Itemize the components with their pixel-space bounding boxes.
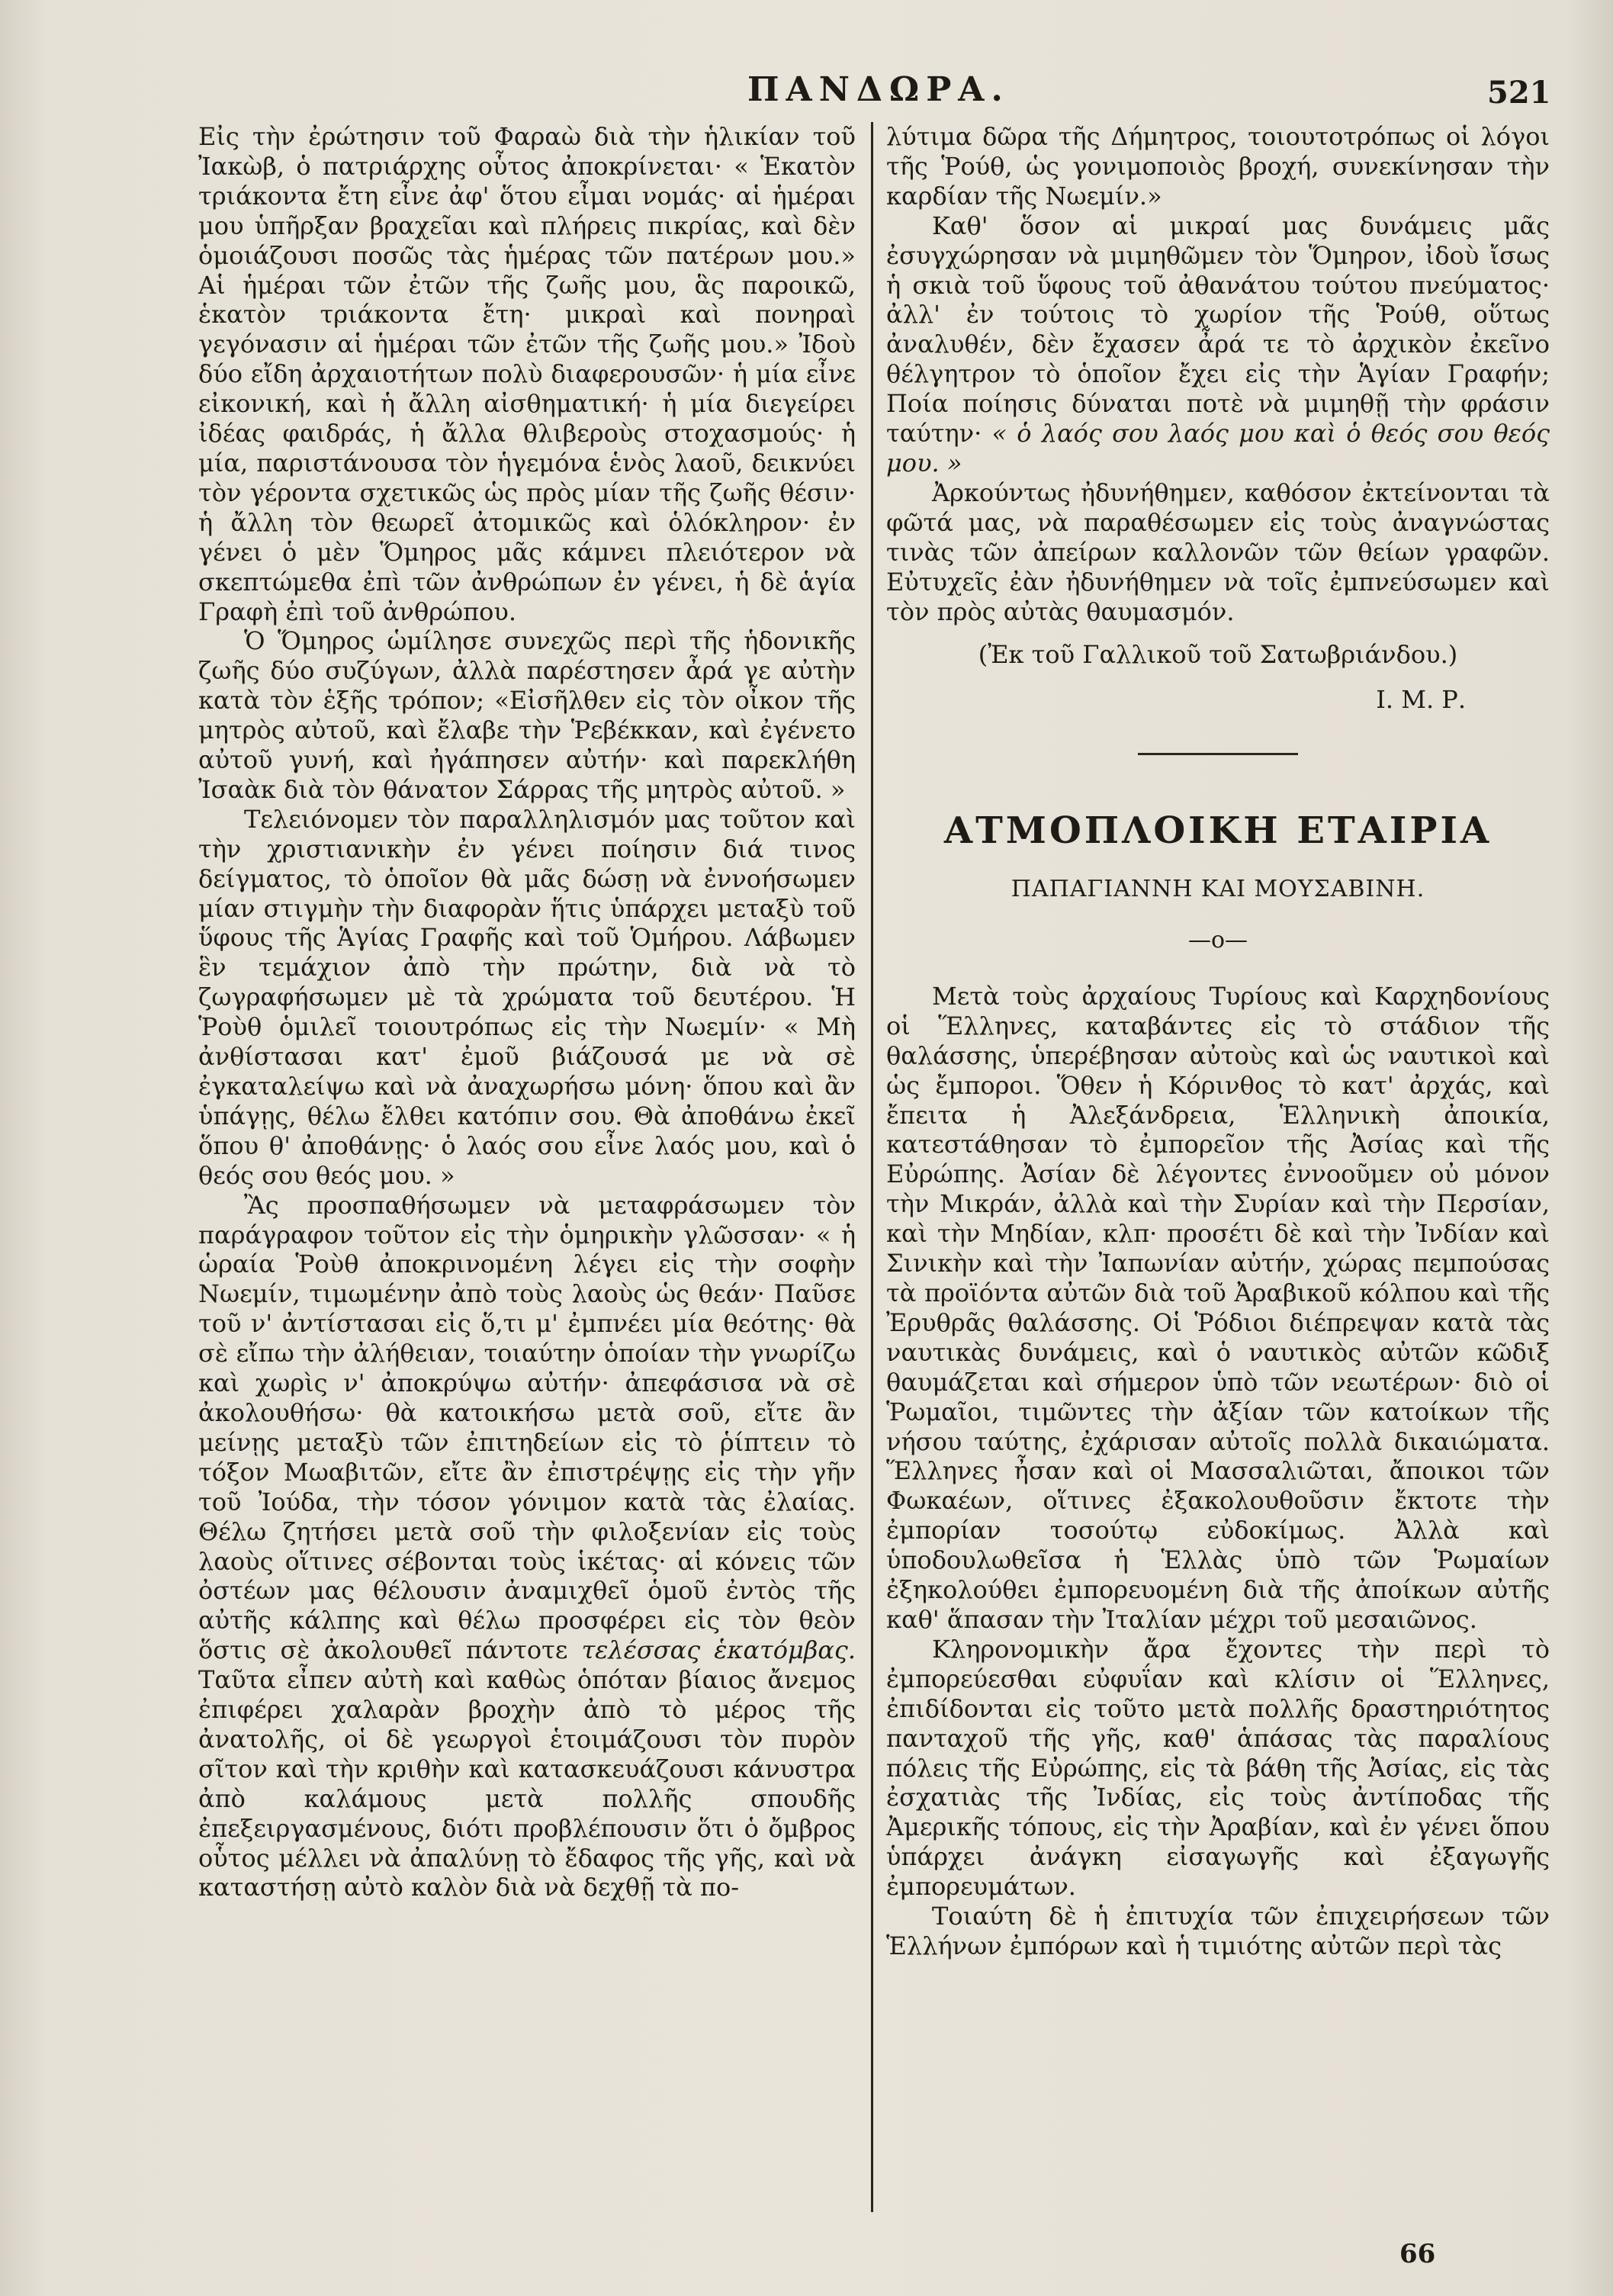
- left-column: [198, 122, 856, 1902]
- paragraph: Μετὰ τοὺς ἀρχαίους Τυρίους καὶ Καρχηδονίους οἱ Ἕλληνες, καταβάντες εἰς τὸ στάδιον τῆς θαλάσσης, ὑπερέβησαν αὐτοὺς καὶ ὡς ναυτικοὶ καὶ ὡς ἔμποροι. Ὅθεν ἡ Κόρινθος τὸ κατ' ἀρχάς, καὶ ἔπειτα ἡ Ἀλεξάνδρεια, Ἑλληνικὴ ἀποικία, κατεστάθησαν τὸ ἐμπορεῖον τῆς Ἀσίας καὶ τῆς Εὐρώπης. Ἀσίαν δὲ λέγοντες ἐννοοῦμεν οὐ μόνον τὴν Μικράν, ἀλλὰ καὶ τὴν Συρίαν καὶ τὴν Περσίαν, καὶ τὴν Μηδίαν, κλπ· προσέτι δὲ καὶ τὴν Ἰνδίαν καὶ Σινικὴν καὶ τὴν Ἰαπωνίαν αὐτήν, χώρας πεμπούσας τὰ προϊόντα αὐτῶν διὰ τοῦ Ἀραβικοῦ κόλπου καὶ τῆς Ἐρυθρᾶς θαλάσσης. Οἱ Ῥόδιοι διέπρεψαν κατὰ τὰς ναυτικὰς δυνάμεις, καὶ ὁ ναυτικὸς αὐτῶν κῶδιξ θαυμάζεται καὶ σήμερον ὑπὸ τῶν νεωτέρων· διὸ οἱ Ῥωμαῖοι, τιμῶντες τὴν ἀξίαν τῶν κατοίκων τῆς νήσου ταύτης, ἐχάρισαν αὐτοῖς πολλὰ δικαιώματα. Ἕλληνες ἦσαν καὶ οἱ Μασσαλιῶται, ἄποικοι τῶν Φωκαέων, οἵτινες ἐξακολουθοῦσιν ἔκτοτε τὴν ἐμπορίαν τοσούτῳ εὐδοκίμως. Ἀλλὰ καὶ ὑποδουλωθεῖσα ἡ Ἑλλὰς ὑπὸ τῶν Ῥωμαίων ἐξηκολούθει ἐμπορευομένη διὰ τῆς ἀποίκων αὐτῆς καθ' ἅπασαν τὴν Ἰταλίαν μέχρι τοῦ μεσαιῶνος.: [886, 981, 1550, 1634]
- column-divider: [871, 122, 873, 2212]
- italic-phrase: τελέσσας ἑκατόμβας.: [581, 1635, 856, 1665]
- source-attribution: (Ἐκ τοῦ Γαλλικοῦ τοῦ Σατωβριάνδου.): [978, 640, 1458, 670]
- paragraph: Ὁ Ὅμηρος ὡμίλησε συνεχῶς περὶ τῆς ἡδονικῆς ζωῆς δύο συζύγων, ἀλλὰ παρέστησεν ἆρά γε αὐτὴν κατὰ τὸν ἑξῆς τρόπον; «Εἰσῆλθεν εἰς τὸν οἶκον τῆς μητρὸς αὐτοῦ, καὶ ἔλαβε τὴν Ῥεβέκκαν, καὶ ἐγένετο αὐτοῦ γυνή, καὶ ἠγάπησεν αὐτήν· καὶ παρεκλήθη Ἰσαὰκ διὰ τὸν θάνατον Σάρρας τῆς μητρὸς αὐτοῦ. »: [198, 626, 856, 804]
- running-head: ΠΑΝΔΩΡΑ.: [747, 70, 1010, 109]
- author-initials: Ι. Μ. Ρ.: [1376, 685, 1466, 715]
- paragraph: Εἰς τὴν ἐρώτησιν τοῦ Φαραὼ διὰ τὴν ἡλικίαν τοῦ Ἰακὼβ, ὁ πατριάρχης οὗτος ἀποκρίνεται· « Ἑκατὸν τριάκοντα ἔτη εἶνε ἀφ' ὅτου εἶμαι νομάς· αἱ ἡμέραι μου ὑπῆρξαν βραχεῖαι καὶ πλήρεις πικρίας, καὶ δὲν ὁμοιάζουσι ποσῶς τὰς ἡμέρας τῶν πατέρων μου.» Αἱ ἡμέραι τῶν ἐτῶν τῆς ζωῆς μου, ἃς παροικῶ, ἑκατὸν τριάκοντα ἔτη· μικραὶ καὶ πονηραὶ γεγόνασιν αἱ ἡμέραι τῶν ἐτῶν τῆς ζωῆς μου.» Ἰδοὺ δύο εἴδη ἀρχαιοτήτων πολὺ διαφερουσῶν· ἡ μία εἶνε εἰκονική, καὶ ἡ ἄλλη αἰσθηματική· ἡ μία διεγείρει ἰδέας φαιδράς, ἡ ἄλλα θλιβεροὺς στοχασμούς· ἡ μία, παριστάνουσα τὸν ἡγεμόνα ἑνὸς λαοῦ, δεικνύει τὸν γέροντα σχετικῶς ὡς πρὸς μίαν τῆς ζωῆς θέσιν· ἡ ἄλλη τὸν θεωρεῖ ἀτομικῶς καὶ ὁλόκληρον· ἐν γένει ὁ μὲν Ὅμηρος μᾶς κάμνει πλειότερον νὰ σκεπτώμεθα ἐπὶ τῶν ἀνθρώπων ἐν γένει, ἡ δὲ ἁγία Γραφὴ ἐπὶ τοῦ ἀνθρώπου.: [198, 122, 856, 626]
- paragraph: Τοιαύτη δὲ ἡ ἐπιτυχία τῶν ἐπιχειρήσεων τῶν Ἑλλήνων ἐμπόρων καὶ ἡ τιμιότης αὐτῶν περὶ τὰς: [886, 1902, 1550, 1960]
- paragraph: Ἀρκούντως ἠδυνήθημεν, καθόσον ἐκτείνονται τὰ φῶτά μας, νὰ παραθέσωμεν εἰς τοὺς ἀναγνώστας τινὰς τῶν ἀπείρων καλλονῶν τῶν θείων γραφῶν. Εὐτυχεῖς ἐὰν ἠδυνήθημεν νὰ τοῖς ἐμπνεύσωμεν καὶ τὸν πρὸς αὐτὰς θαυμασμόν.: [886, 478, 1550, 626]
- paragraph: λύτιμα δῶρα τῆς Δήμητρος, τοιουτοτρόπως οἱ λόγοι τῆς Ῥούθ, ὡς γονιμοποιὸς βροχή, συνεκίνησαν τὴν καρδίαν τῆς Νωεμίν.»: [886, 122, 1550, 211]
- paragraph: [886, 211, 1550, 478]
- article-headline: ΑΤΜΟΠΛΟΙΚΗ ΕΤΑΙΡΙΑ: [943, 809, 1493, 853]
- page-number: 521: [1487, 75, 1551, 111]
- paragraph: [198, 1191, 856, 1903]
- paragraph-text: Καθ' ὅσον αἱ μικραί μας δυνάμεις μᾶς ἐσυγχώρησαν νὰ μιμηθῶμεν τὸν Ὅμηρον, ἰδοὺ ἴσως ἡ σκιὰ τοῦ ὕφους τοῦ ἀθανάτου τούτου πνεύματος· ἀλλ' ἐν τούτοις τὸ χωρίον τῆς Ῥούθ, οὕτως ἀναλυθέν, δὲν ἔχασεν ἆρά τε τὸ ἀρχικὸν ἐκεῖνο θέλγητρον τὸ ὁποῖον ἔχει εἰς τὴν Ἁγίαν Γραφήν; Ποία ποίησις δύναται ποτὲ νὰ μιμηθῇ τὴν φράσιν ταύτην·: [886, 211, 1550, 449]
- ornament: —o—: [1187, 927, 1248, 954]
- italic-quote: « ὁ λαός σου λαός μου καὶ ὁ θεός σου θεός μου. »: [886, 419, 1550, 478]
- right-column: [886, 122, 1550, 1961]
- paragraph-text: Ἂς προσπαθήσωμεν νὰ μεταφράσωμεν τὸν παράγραφον τοῦτον εἰς τὴν ὁμηρικὴν γλῶσσαν· « ἡ ὡραία Ῥοὺθ ἀποκρινομένη λέγει εἰς τὴν σοφὴν Νωεμίν, τιμωμένην ἀπὸ τοὺς λαοὺς ὡς θεάν· Παῦσε τοῦ ν' ἀντίστασαι εἰς ὅ,τι μ' ἐμπνέει μία θεότης· θὰ σὲ εἴπω τὴν ἀλήθειαν, τοιαύτην ὁποίαν τὴν γνωρίζω καὶ χωρὶς ν' ἀποκρύψω αὐτήν· ἀπεφάσισα νὰ σὲ ἀκολουθήσω· θὰ κατοικήσω μετὰ σοῦ, εἴτε ἂν μείνῃς μεταξὺ τῶν ἐπιτηδείων εἰς τὸ ῥίπτειν τὸ τόξον Μωαβιτῶν, εἴτε ἂν ἐπιστρέψῃς εἰς τὴν γῆν τοῦ Ἰούδα, τὴν τόσον γόνιμον κατὰ τὰς ἐλαίας. Θέλω ζητήσει μετὰ σοῦ τὴν φιλοξενίαν εἰς τοὺς λαοὺς οἵτινες σέβονται τοὺς ἱκέτας· αἱ κόνεις τῶν ὀστέων μας θέλουσιν ἀναμιχθεῖ ὁμοῦ ἐντὸς τῆς αὐτῆς κάλπης καὶ θέλω προσφέρει εἰς τὸν θεὸν ὅστις σὲ ἀκολουθεῖ πάντοτε: [198, 1190, 856, 1665]
- paragraph: Κληρονομικὴν ἄρα ἔχοντες τὴν περὶ τὸ ἐμπορεύεσθαι εὐφυΐαν καὶ κλίσιν οἱ Ἕλληνες, ἐπιδίδονται εἰς τοῦτο μετὰ πολλῆς δραστηριότητος πανταχοῦ τῆς γῆς, καθ' ἁπάσας τὰς παραλίους πόλεις τῆς Εὐρώπης, εἰς τὰ βάθη τῆς Ἀσίας, εἰς τὰς ἐσχατιὰς τῆς Ἰνδίας, εἰς τοὺς ἀντίποδας τῆς Ἀμερικῆς τόπους, εἰς τὴν Ἀραβίαν, καὶ ἐν γένει ὅπου ὑπάρχει ἀνάγκη εἰσαγωγῆς καὶ ἐξαγωγῆς ἐμπορευμάτων.: [886, 1634, 1550, 1902]
- paragraph-text: Ταῦτα εἶπεν αὐτὴ καὶ καθὼς ὁπόταν βίαιος ἄνεμος ἐπιφέρει χαλαρὰν βροχὴν ἀπὸ τὸ μέρος τῆς ἀνατολῆς, οἱ δὲ γεωργοὶ ἑτοιμάζουσι τὸν πυρὸν σῖτον καὶ τὴν κριθὴν καὶ κατασκευάζουσι κάνυστρα ἀπὸ καλάμους μετὰ πολλῆς σπουδῆς ἐπεξειργασμένους, διότι προβλέπουσιν ὅτι ὁ ὄμβρος οὗτος μέλλει νὰ ἀπαλύνῃ τὸ ἔδαφος τῆς γῆς, καὶ νὰ καταστήσῃ αὐτὸ καλὸν διὰ νὰ δεχθῇ τὰ πο-: [198, 1665, 856, 1902]
- printer-signature: 66: [1399, 2239, 1436, 2269]
- section-divider: [1138, 753, 1298, 755]
- paragraph: Τελειόνομεν τὸν παραλληλισμόν μας τοῦτον καὶ τὴν χριστιανικὴν ἐν γένει ποίησιν διά τινος δείγματος, τὸ ὁποῖον θὰ μᾶς δώσῃ νὰ ἐννοήσωμεν μίαν στιγμὴν τὴν διαφορὰν ἥτις ὑπάρχει μεταξὺ τοῦ ὕφους τῆς Ἁγίας Γραφῆς καὶ τοῦ Ὁμήρου. Λάβωμεν ἓν τεμάχιον ἀπὸ τὴν πρώτην, διὰ νὰ τὸ ζωγραφήσωμεν μὲ τὰ χρώματα τοῦ δευτέρου. Ἡ Ῥοὺθ ὁμιλεῖ τοιουτρόπως εἰς τὴν Νωεμίν· « Μὴ ἀνθίστασαι κατ' ἐμοῦ βιάζουσά με νὰ σὲ ἐγκαταλείψω καὶ νὰ ἀναχωρήσω μόνη· ὅπου καὶ ἂν ὑπάγῃς, θέλω ἔλθει κατόπιν σου. Θὰ ἀποθάνω ἐκεῖ ὅπου θ' ἀποθάνῃς· ὁ λαός σου εἶνε λαός μου, καὶ ὁ θεός σου θεός μου. »: [198, 804, 856, 1190]
- article-subheadline: ΠΑΠΑΓΙΑΝΝΗ ΚΑΙ ΜΟΥΣΑΒΙΝΗ.: [1011, 876, 1425, 903]
